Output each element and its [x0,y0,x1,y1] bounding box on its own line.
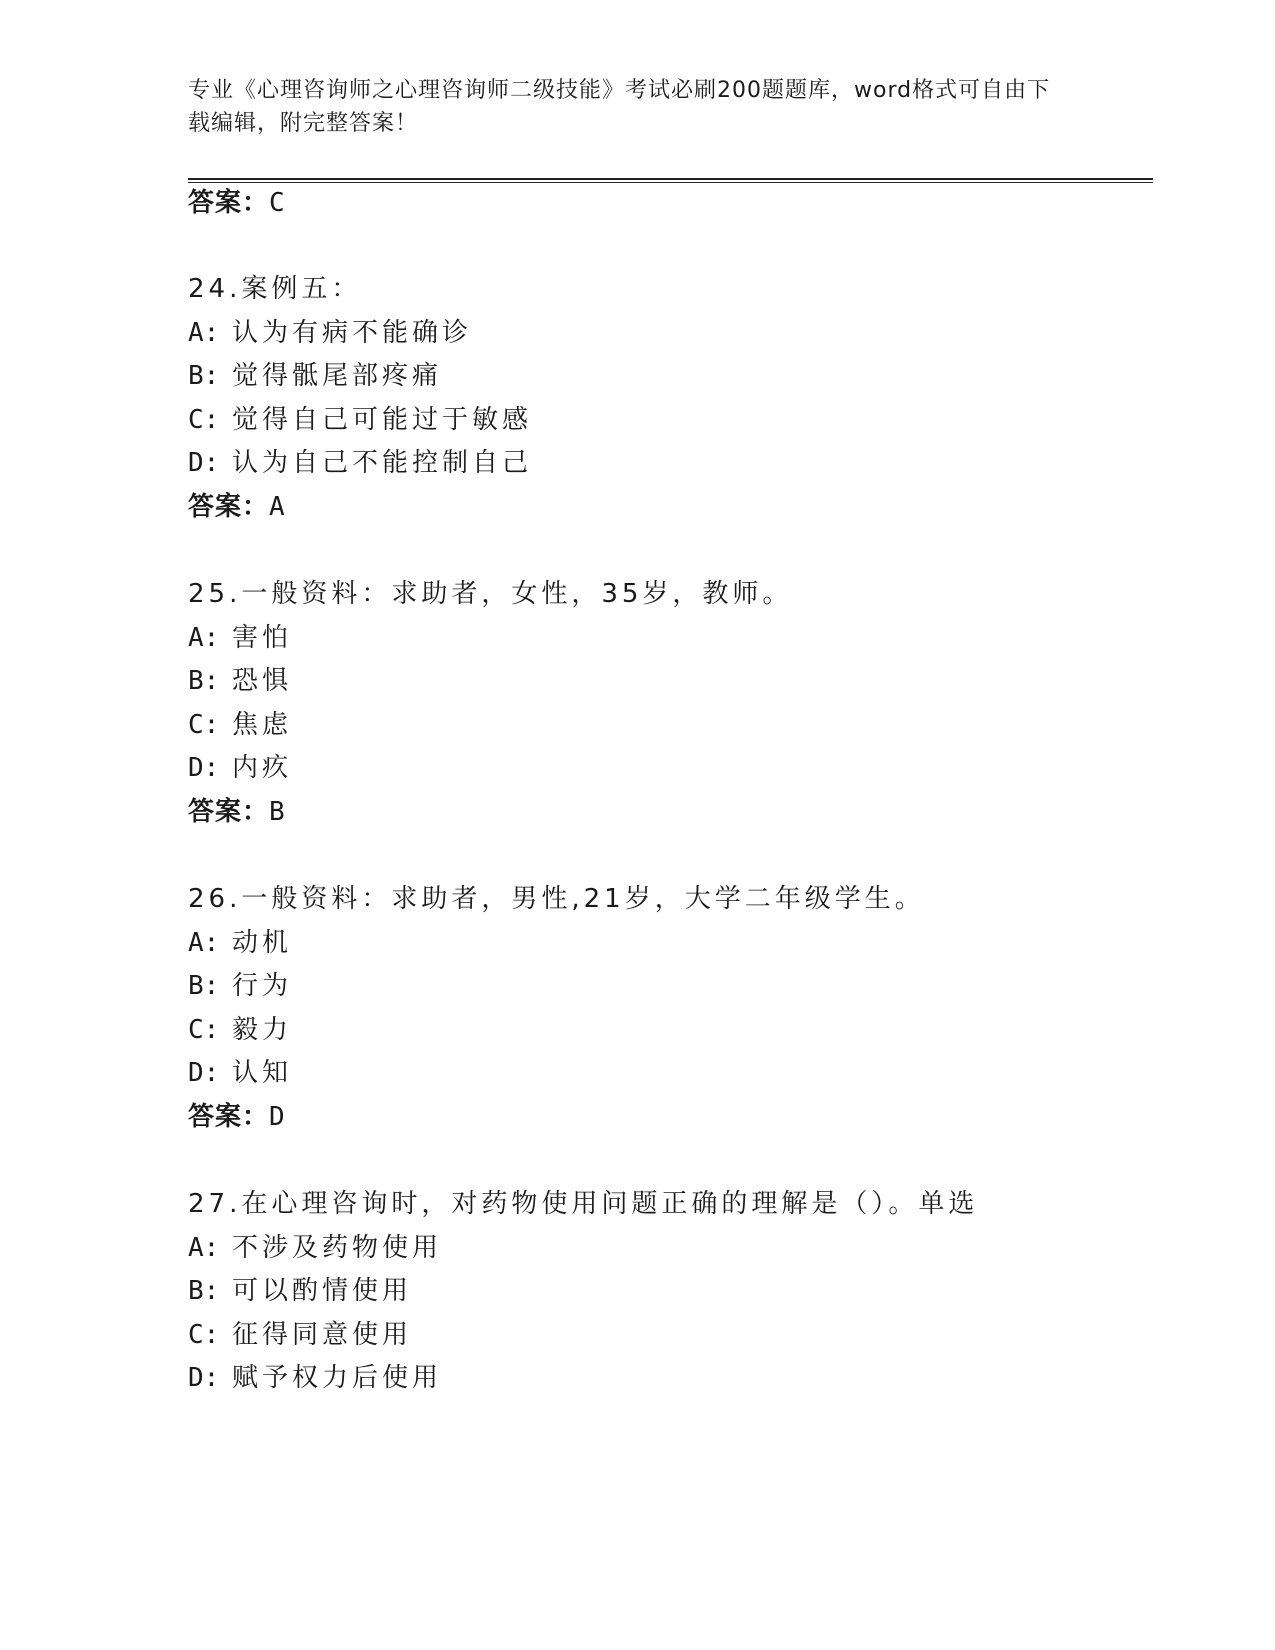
question-27-option-b [188,1274,412,1308]
question-24-option-d [188,446,532,480]
document-header: 专业《心理咨询师之心理咨询师二级技能》考试必刷200题题库，word格式可自由下载编辑，附完整答案！ [188,78,1051,136]
option-text: 不涉及药物使用 [232,1233,443,1263]
option-letter: D: [188,1058,220,1088]
question-25-answer [188,795,286,829]
answer-label: 答案： [188,188,270,218]
option-text: 觉得骶尾部疼痛 [232,361,443,391]
question-24-option-c [188,403,532,437]
answer-value: A [269,492,286,522]
option-letter: A: [188,318,220,348]
question-26-option-d [188,1056,292,1090]
question-27-stem: 27.在心理咨询时，对药物使用问题正确的理解是（）。单选 [188,1189,979,1219]
answer-value: D [269,1102,286,1132]
question-24-option-b [188,359,442,393]
option-letter: B: [188,1276,220,1306]
question-26-option-c [188,1013,292,1047]
question-25-stem: 25.一般资料：求助者，女性，35岁，教师。 [188,579,793,609]
option-letter: B: [188,361,220,391]
option-letter: D: [188,753,220,783]
option-text: 认为自己不能控制自己 [232,448,533,478]
header-divider [188,178,1153,183]
answer-value: C [269,188,286,218]
option-letter: B: [188,971,220,1001]
option-letter: C: [188,1320,220,1350]
question-24-answer [188,490,286,524]
option-letter: D: [188,1363,220,1393]
option-text: 动机 [232,928,293,958]
question-25-option-c [188,708,292,742]
option-text: 认知 [232,1058,293,1088]
question-26-stem: 26.一般资料：求助者，男性,21岁，大学二年级学生。 [188,884,925,914]
question-25-option-d [188,751,292,785]
option-letter: C: [188,405,220,435]
option-text: 恐惧 [232,666,293,696]
option-letter: B: [188,666,220,696]
option-letter: C: [188,1015,220,1045]
question-26-option-a [188,926,292,960]
option-text: 觉得自己可能过于敏感 [232,405,533,435]
question-24-option-a [188,316,472,350]
question-27-option-c [188,1318,412,1352]
option-text: 焦虑 [232,710,293,740]
answer-label: 答案： [188,492,270,522]
question-26-option-b [188,969,292,1003]
question-24-stem: 24.案例五： [188,274,362,304]
question-25-option-b [188,664,292,698]
option-text: 行为 [232,971,293,1001]
option-text: 毅力 [232,1015,293,1045]
question-27-option-d [188,1361,442,1395]
answer-label: 答案： [188,797,270,827]
option-letter: A: [188,623,220,653]
option-text: 征得同意使用 [232,1320,413,1350]
question-27-option-a [188,1231,442,1265]
option-text: 可以酌情使用 [232,1276,413,1306]
option-letter: A: [188,1233,220,1263]
answer-line-prev [188,186,286,220]
option-text: 内疚 [232,753,293,783]
question-25-option-a [188,621,292,655]
option-text: 认为有病不能确诊 [232,318,473,348]
question-26-answer [188,1100,286,1134]
option-letter: D: [188,448,220,478]
option-letter: A: [188,928,220,958]
option-text: 害怕 [232,623,293,653]
option-text: 赋予权力后使用 [232,1363,443,1393]
answer-label: 答案： [188,1102,270,1132]
answer-value: B [269,797,286,827]
option-letter: C: [188,710,220,740]
